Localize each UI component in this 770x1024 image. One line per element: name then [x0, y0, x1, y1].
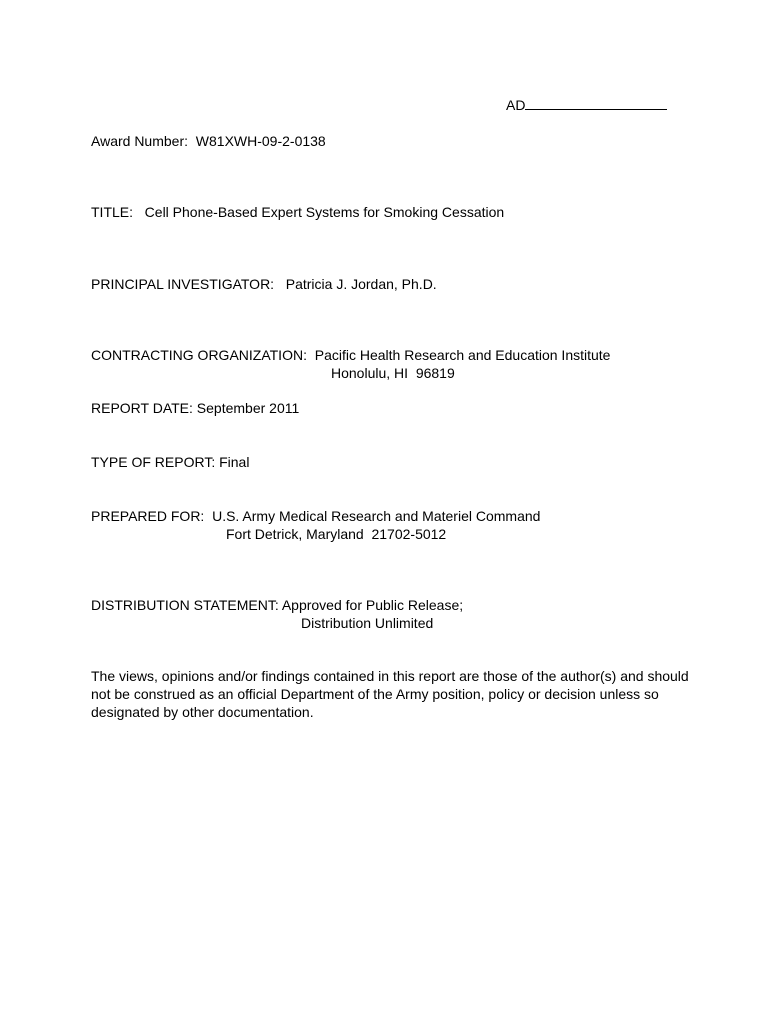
- ad-label: AD: [506, 97, 526, 113]
- contracting-organization-address: Honolulu, HI 96819: [331, 365, 455, 381]
- report-date: REPORT DATE: September 2011: [91, 400, 300, 416]
- report-type: TYPE OF REPORT: Final: [91, 454, 250, 470]
- disclaimer-paragraph: The views, opinions and/or findings contained in this report are those of the author(s) and should not be construed as an official Department of the Army position, policy or decision unless so designated by other documentation.: [91, 668, 689, 720]
- report-title: TITLE: Cell Phone-Based Expert Systems for Smoking Cessation: [91, 204, 505, 220]
- distribution-statement: DISTRIBUTION STATEMENT: Approved for Public Release;: [91, 597, 464, 613]
- prepared-for: PREPARED FOR: U.S. Army Medical Research and Materiel Command: [91, 508, 541, 524]
- ad-number-field: [499, 78, 667, 114]
- prepared-for-address: Fort Detrick, Maryland 21702-5012: [226, 526, 447, 542]
- distribution-statement-detail: Distribution Unlimited: [301, 615, 434, 631]
- contracting-organization: CONTRACTING ORGANIZATION: Pacific Health Research and Education Institute: [91, 347, 611, 363]
- principal-investigator: PRINCIPAL INVESTIGATOR: Patricia J. Jordan, Ph.D.: [91, 276, 437, 292]
- award-number: Award Number: W81XWH-09-2-0138: [91, 133, 326, 149]
- ad-blank-line: [525, 97, 667, 110]
